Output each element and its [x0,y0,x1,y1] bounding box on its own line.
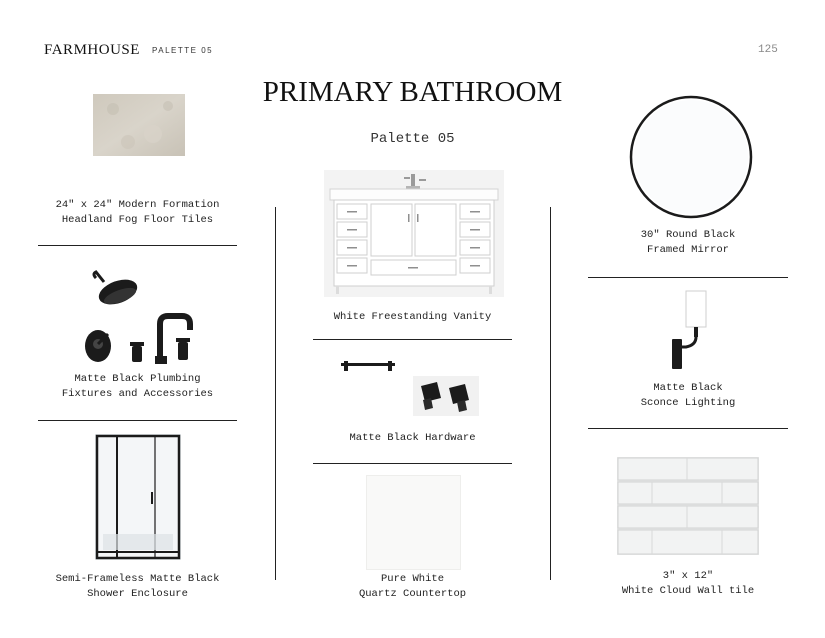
hardware-caption: Matte Black Hardware [349,432,476,444]
divider-center-1 [313,339,512,340]
divider-left-2 [38,420,237,421]
plumbing-caption: Matte Black Plumbing Fixtures and Accessories [61,373,214,400]
divider-left-1 [38,245,237,246]
plumbing-fixtures-image [82,270,202,366]
shower-caption: Semi-Frameless Matte Black Shower Enclosure [55,573,220,600]
divider-right-1 [588,277,788,278]
sconce-caption: Matte Black Sconce Lighting [640,382,736,409]
floor-tile-swatch [93,94,185,156]
wall-tile-caption: 3″ x 12″ White Cloud Wall tile [621,570,755,597]
quartz-countertop-swatch [366,475,461,570]
wall-tile-swatch [617,457,759,555]
shower-enclosure-image [95,434,181,560]
cabinet-knobs-image [413,376,479,416]
vanity-caption: White Freestanding Vanity [333,311,492,323]
brand-name: FARMHOUSE [44,42,140,58]
round-mirror-image [628,95,754,219]
divider-right-2 [588,428,788,429]
sconce-image [666,289,710,373]
mirror-caption: 30″ Round Black Framed Mirror [640,229,736,256]
page-subtitle: Palette 05 [370,131,455,147]
divider-vertical-right [550,207,551,580]
divider-vertical-left [275,207,276,580]
floor-tiles-caption: 24″ x 24″ Modern Formation Headland Fog Floor Tiles [55,199,220,226]
page-title: PRIMARY BATHROOM [262,76,563,108]
countertop-caption: Pure White Quartz Countertop [358,573,467,600]
palette-tag: PALETTE 05 [152,46,214,55]
page-number: 125 [758,44,778,56]
vanity-image [324,170,504,297]
divider-center-2 [313,463,512,464]
towel-bar-image [340,360,396,372]
